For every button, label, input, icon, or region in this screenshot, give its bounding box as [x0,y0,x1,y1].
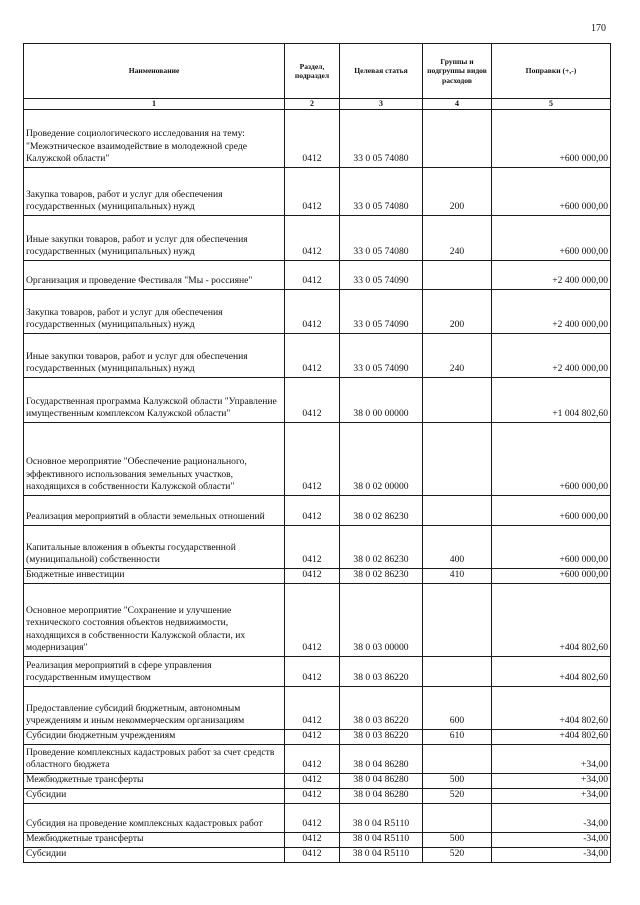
row-group: 520 [423,848,492,863]
row-group [423,378,492,423]
table-row [24,804,611,833]
row-amount: +34,00 [492,745,611,774]
row-section: 0412 [285,168,340,216]
row-amount: +2 400 000,00 [492,261,611,290]
row-group: 200 [423,168,492,216]
row-section: 0412 [285,789,340,804]
row-amount: +600 000,00 [492,216,611,261]
row-target: 38 0 03 86220 [340,687,423,730]
row-section: 0412 [285,526,340,569]
row-amount: +600 000,00 [492,569,611,584]
table-row [24,848,611,863]
row-target: 33 0 05 74080 [340,110,423,168]
row-name: Субсидии [24,848,285,863]
row-name: Организация и проведение Фестиваля "Мы - россияне" [24,261,285,290]
page-number: 170 [591,23,606,34]
row-amount: +600 000,00 [492,110,611,168]
row-amount: +404 802,60 [492,584,611,657]
row-target: 38 0 00 00000 [340,378,423,423]
row-section: 0412 [285,216,340,261]
row-target: 38 0 04 R5110 [340,848,423,863]
row-amount: +2 400 000,00 [492,290,611,334]
table-row [24,789,611,804]
row-name: Государственная программа Калужской области "Управление имущественным комплексом Калужской области" [24,378,285,423]
header-target: Целевая статья [340,44,423,99]
row-amount: -34,00 [492,848,611,863]
row-target: 38 0 04 86280 [340,774,423,789]
budget-amendments-table [23,43,611,863]
row-amount: +600 000,00 [492,423,611,496]
table-row [24,110,611,168]
row-group [423,657,492,687]
row-amount: +600 000,00 [492,168,611,216]
row-section: 0412 [285,804,340,833]
row-section: 0412 [285,584,340,657]
header-amendments: Поправки (+,-) [492,44,611,99]
row-group [423,423,492,496]
row-amount: +404 802,60 [492,657,611,687]
table-row [24,216,611,261]
row-section: 0412 [285,657,340,687]
row-target: 33 0 05 74090 [340,261,423,290]
table-header-row [24,44,611,99]
row-target: 38 0 02 86230 [340,526,423,569]
row-section: 0412 [285,833,340,848]
row-amount: +2 400 000,00 [492,334,611,378]
row-section: 0412 [285,290,340,334]
row-target: 38 0 03 86220 [340,730,423,745]
table-row [24,334,611,378]
row-group: 610 [423,730,492,745]
table-row [24,526,611,569]
column-number: 2 [285,99,340,110]
table-row [24,730,611,745]
table-row [24,378,611,423]
row-group: 200 [423,290,492,334]
row-target: 33 0 05 74090 [340,290,423,334]
row-amount: +600 000,00 [492,496,611,526]
column-number-row [24,99,611,110]
row-group: 500 [423,774,492,789]
row-group: 600 [423,687,492,730]
table-row [24,496,611,526]
row-section: 0412 [285,110,340,168]
row-target: 38 0 04 86280 [340,745,423,774]
row-section: 0412 [285,261,340,290]
row-name: Проведение социологического исследования на тему: "Межэтническое взаимодействие в молодежной среде Калужской области" [24,110,285,168]
row-target: 33 0 05 74090 [340,334,423,378]
row-target: 38 0 03 86220 [340,657,423,687]
row-group: 410 [423,569,492,584]
row-amount: -34,00 [492,804,611,833]
column-number: 4 [423,99,492,110]
table-row [24,290,611,334]
row-target: 38 0 02 86230 [340,496,423,526]
row-amount: +600 000,00 [492,526,611,569]
row-group: 500 [423,833,492,848]
row-name: Реализация мероприятий в области земельных отношений [24,496,285,526]
row-name: Закупка товаров, работ и услуг для обеспечения государственных (муниципальных) нужд [24,168,285,216]
row-group [423,804,492,833]
row-amount: +404 802,60 [492,730,611,745]
row-group [423,110,492,168]
row-amount: +34,00 [492,789,611,804]
table-row [24,833,611,848]
column-number: 1 [24,99,285,110]
header-groups: Группы и подгруппы видов расходов [423,44,492,99]
column-number: 3 [340,99,423,110]
row-section: 0412 [285,378,340,423]
row-amount: +1 004 802,60 [492,378,611,423]
row-name: Межбюджетные трансферты [24,833,285,848]
row-target: 38 0 04 86280 [340,789,423,804]
table-row [24,584,611,657]
row-group [423,745,492,774]
row-section: 0412 [285,774,340,789]
row-target: 38 0 03 00000 [340,584,423,657]
table-row [24,774,611,789]
row-amount: +34,00 [492,774,611,789]
table-row [24,261,611,290]
row-section: 0412 [285,334,340,378]
header-name: Наименование [24,44,285,99]
row-name: Межбюджетные трансферты [24,774,285,789]
table-row [24,168,611,216]
row-section: 0412 [285,687,340,730]
row-name: Субсидии бюджетным учреждениям [24,730,285,745]
row-group [423,496,492,526]
table-row [24,423,611,496]
row-name: Субсидии [24,789,285,804]
row-section: 0412 [285,569,340,584]
row-group: 400 [423,526,492,569]
row-target: 33 0 05 74080 [340,168,423,216]
row-name: Иные закупки товаров, работ и услуг для обеспечения государственных (муниципальных) нужд [24,216,285,261]
row-name: Субсидия на проведение комплексных кадастровых работ [24,804,285,833]
row-section: 0412 [285,745,340,774]
row-group: 520 [423,789,492,804]
row-group: 240 [423,216,492,261]
row-name: Иные закупки товаров, работ и услуг для обеспечения государственных (муниципальных) нужд [24,334,285,378]
table-row [24,687,611,730]
row-target: 38 0 04 R5110 [340,833,423,848]
row-target: 38 0 04 R5110 [340,804,423,833]
column-number: 5 [492,99,611,110]
row-name: Бюджетные инвестиции [24,569,285,584]
row-group [423,261,492,290]
row-target: 33 0 05 74080 [340,216,423,261]
row-section: 0412 [285,730,340,745]
row-target: 38 0 02 86230 [340,569,423,584]
table-row [24,745,611,774]
table-row [24,657,611,687]
row-amount: +404 802,60 [492,687,611,730]
row-name: Основное мероприятие "Обеспечение рационального, эффективного использования земельных участков, находящихся в собственности Калужской области" [24,423,285,496]
row-group: 240 [423,334,492,378]
row-name: Закупка товаров, работ и услуг для обеспечения государственных (муниципальных) нужд [24,290,285,334]
header-section: Раздел, подраздел [285,44,340,99]
row-group [423,584,492,657]
row-name: Проведение комплексных кадастровых работ за счет средств областного бюджета [24,745,285,774]
row-name: Предоставление субсидий бюджетным, автономным учреждениям и иным некоммерческим организациям [24,687,285,730]
row-section: 0412 [285,848,340,863]
row-section: 0412 [285,423,340,496]
row-section: 0412 [285,496,340,526]
row-name: Основное мероприятие "Сохранение и улучшение технического состояния объектов недвижимости, находящихся в собственности Калужской области, их модернизация" [24,584,285,657]
row-name: Реализация мероприятий в сфере управления государственным имуществом [24,657,285,687]
table-row [24,569,611,584]
row-amount: -34,00 [492,833,611,848]
row-target: 38 0 02 00000 [340,423,423,496]
row-name: Капитальные вложения в объекты государственной (муниципальной) собственности [24,526,285,569]
